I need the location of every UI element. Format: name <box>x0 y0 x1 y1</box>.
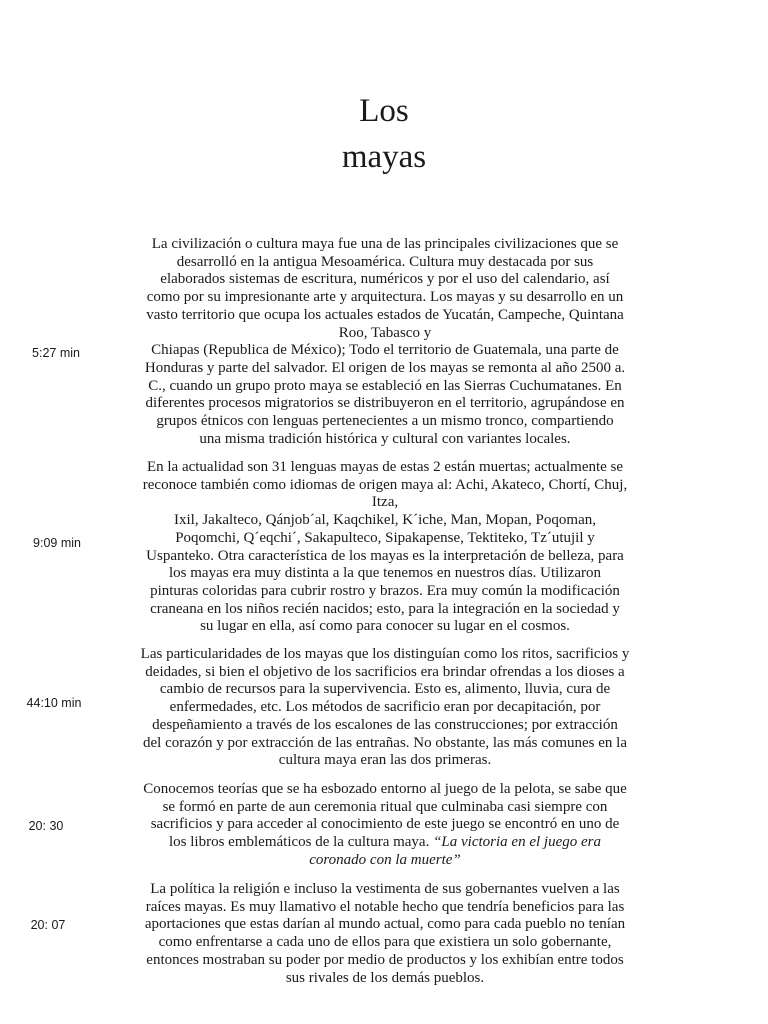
paragraph-line: los mayas era muy distinta a la que tenemos en nuestros días. Utilizaron <box>169 565 601 582</box>
paragraph-line: craneana en los niños recién nacidos; esto, para la integración en la sociedad y <box>150 600 620 617</box>
paragraph-line: diferentes procesos migratorios se distribuyeron en el territorio, agrupándose en <box>145 395 625 412</box>
paragraph-line: deidades, si bien el objetivo de los sacrificios era brindar ofrendas a los dioses a <box>145 663 625 680</box>
paragraph-line: del corazón y por extracción de las entrañas. No obstante, las más comunes en la <box>143 734 627 751</box>
paragraph-line: como por su impresionante arte y arquitectura. Los mayas y su desarrollo en un <box>146 289 624 306</box>
timestamp-2: 9:09 min <box>33 536 81 550</box>
paragraph-line: desarrolló en la antigua Mesoamérica. Cultura muy destacada por sus <box>176 253 594 270</box>
paragraph-line: pinturas coloridas para cubrir rostro y brazos. Era muy común la modificación <box>150 582 620 599</box>
paragraph-line: entonces mostraban su poder por medio de productos y los exhibían entre todos <box>146 951 624 968</box>
paragraph-line <box>106 834 664 852</box>
quote-text: “La victoria en el juego era <box>433 834 601 851</box>
paragraph-line: Uspanteko. Otra característica de los mayas es la interpretación de belleza, para <box>146 547 624 564</box>
timestamp-3: 44:10 min <box>26 696 82 710</box>
timestamp-4: 20: 30 <box>28 819 64 833</box>
paragraph-line: raíces mayas. Es muy llamativo el notable hecho que tendría beneficios para las <box>145 898 625 915</box>
paragraph-line: vasto territorio que ocupa los actuales estados de Yucatán, Campeche, Quintana <box>146 306 624 323</box>
title-line-1: Los <box>359 93 409 129</box>
paragraph-2 <box>106 459 664 636</box>
quote-text: coronado con la muerte” <box>309 851 461 868</box>
paragraph-line: Roo, Tabasco y <box>338 324 432 341</box>
paragraph-line: elaborados sistemas de escritura, numéricos y por el uso del calendario, así <box>160 271 610 288</box>
page-title <box>234 88 534 180</box>
paragraph-line: En la actualidad son 31 lenguas mayas de estas 2 están muertas; actualmente se <box>146 459 624 475</box>
timestamp-1: 5:27 min <box>32 346 80 360</box>
paragraph-5 <box>106 881 664 987</box>
paragraph-4 <box>106 781 664 870</box>
paragraph-line: C., cuando un grupo proto maya se estableció en las Sierras Cuchumatanes. En <box>148 377 622 394</box>
paragraph-line: una misma tradición histórica y cultural con variantes locales. <box>199 430 571 447</box>
paragraph-line: La civilización o cultura maya fue una de las principales civilizaciones que se <box>151 236 619 252</box>
paragraph-line: La política la religión e incluso la vestimenta de sus gobernantes vuelven a las <box>150 881 620 897</box>
paragraph-line: grupos étnicos con lenguas pertenecientes a un mismo tronco, compartiendo <box>156 413 614 430</box>
paragraph-line: Las particularidades de los mayas que los distinguían como los ritos, sacrificios y <box>140 646 630 662</box>
paragraph-line: sacrificios y para acceder al conocimiento de este juego se encontró en uno de <box>150 816 620 833</box>
paragraph-line: reconoce también como idiomas de origen maya al: Achi, Akateco, Chortí, Chuj, <box>142 476 628 493</box>
paragraph-line: Honduras y parte del salvador. El origen de los mayas se remonta al año 2500 a. <box>144 359 626 376</box>
paragraph-line: se formó en parte de aun ceremonia ritual que culminaba casi siempre con <box>162 798 608 815</box>
paragraph-line: Itza, <box>371 494 399 511</box>
paragraph-line: Chiapas (Republica de México); Todo el territorio de Guatemala, una parte de <box>151 342 619 359</box>
paragraph-line: Poqomchi, Q´eqchi´, Sakapulteco, Sipakapense, Tektiteko, Tz´utujil y <box>175 529 595 546</box>
paragraph-line: enfermedades, etc. Los métodos de sacrificio eran por decapitación, por <box>169 699 601 716</box>
paragraph-line: Ixil, Jakalteco, Qánjob´al, Kaqchikel, K´iche, Man, Mopan, Poqoman, <box>174 512 596 529</box>
paragraph-line: su lugar en ella, así como para conocer su lugar en el cosmos. <box>200 618 570 635</box>
paragraph-line: cultura maya eran las dos primeras. <box>278 752 492 769</box>
paragraph-1 <box>106 236 664 448</box>
title-line-2: mayas <box>341 139 427 175</box>
paragraph-line <box>106 852 664 870</box>
timestamp-5: 20: 07 <box>30 918 66 932</box>
paragraph-line: aportaciones que estas darían al mundo actual, como para cada pueblo no tenían <box>144 916 626 933</box>
paragraph-3 <box>106 646 664 770</box>
paragraph-line: como enfrentarse a cada uno de ellos para que existiera un solo gobernante, <box>158 934 612 951</box>
paragraph-line: Conocemos teorías que se ha esbozado entorno al juego de la pelota, se sabe que <box>143 781 627 797</box>
paragraph-line: despeñamiento a través de los escalones de las construcciones; por extracción <box>152 716 618 733</box>
paragraph-line: cambio de recursos para la supervivencia. Esto es, alimento, lluvia, cura de <box>159 681 611 698</box>
paragraph-line: sus rivales de los demás pueblos. <box>285 969 485 986</box>
paragraph-text: los libros emblemáticos de la cultura maya. <box>169 834 430 851</box>
